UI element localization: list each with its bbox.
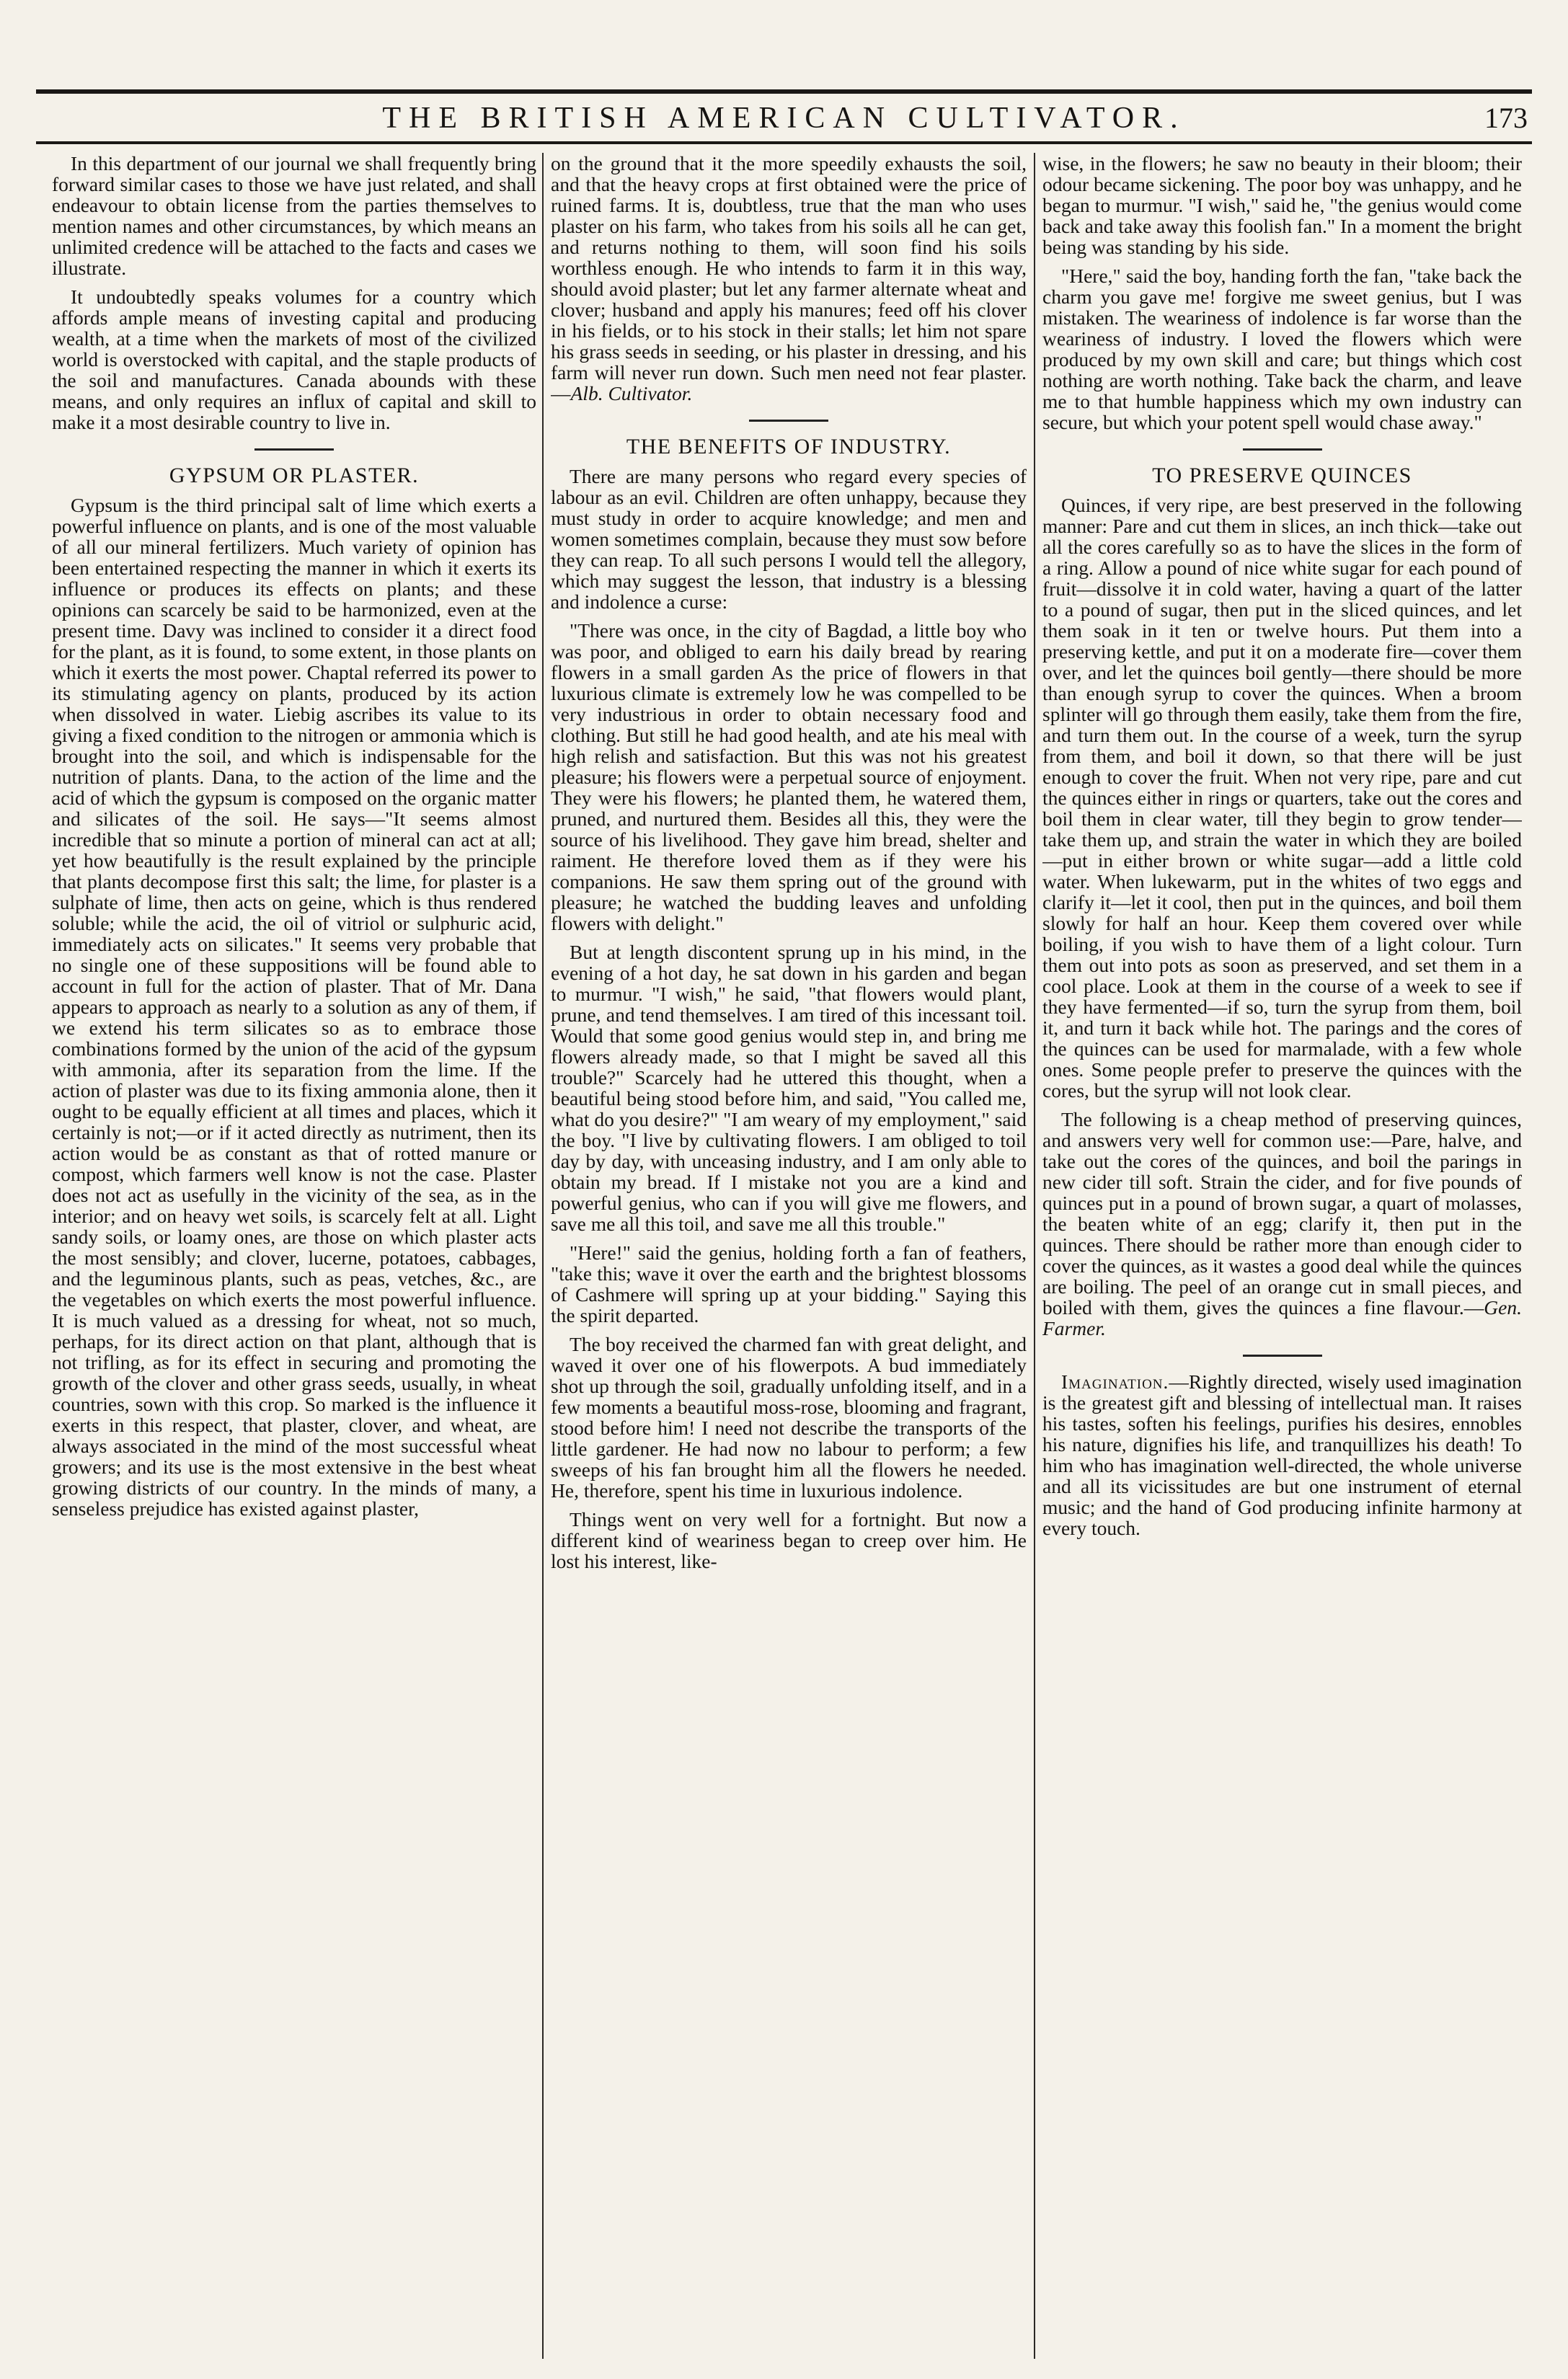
article-heading-quinces: TO PRESERVE QUINCES xyxy=(1152,464,1412,487)
paragraph xyxy=(1042,1109,1522,1339)
paragraph: Things went on very well for a fortnight. But now a different kind of weariness began to creep over him. He lost his interest, like- xyxy=(551,1508,1027,1572)
column-2 xyxy=(551,153,1027,2350)
article-heading-gypsum: GYPSUM OR PLASTER. xyxy=(169,464,420,487)
section-rule xyxy=(1243,1355,1322,1357)
paragraph: It undoubtedly speaks volumes for a country which affords ample means of investing capital and producing wealth, at a time when the markets of most of the civilized world is overstocked with capital, and the staple products of the soil and manufactures. Canada abounds with these means, and only requires an influx of capital and skill to make it a most desirable country to live in. xyxy=(52,285,536,433)
source-credit: Gen. Farmer. xyxy=(1042,1296,1522,1339)
column-divider xyxy=(1034,153,1035,2359)
section-rule xyxy=(254,448,334,451)
column-divider xyxy=(542,153,544,2359)
paragraph: "There was once, in the city of Bagdad, a little boy who was poor, and obliged to earn his daily bread by rearing flowers in a small garden As the price of flowers in that luxurious climate is extremely low he was compelled to be very industrious in order to obtain necessary food and clothing. But still he had good health, and ate his meal with high relish and satisfaction. But this was not his greatest pleasure; his flowers were a perpetual source of enjoyment. They were his flowers; he planted them, he watered them, pruned, and nurtured them. Besides all this, they were the source of his livelihood. They gave him bread, shelter and raiment. He therefore loved them as if they were his companions. He saw them spring out of the ground with pleasure; he watched the budding leaves and unfolding flowers with delight." xyxy=(551,619,1027,934)
page-number: 173 xyxy=(1484,102,1528,134)
source-credit: Alb. Cultivator. xyxy=(570,382,693,404)
paragraph: In this department of our journal we shall frequently bring forward similar cases to those we have just related, and shall endeavour to obtain license from the parties themselves to mention names and other circumstances, by which means an unlimited credence will be attached to the facts and cases we illustrate. xyxy=(52,153,536,279)
paragraph: Quinces, if very ripe, are best preserved in the following manner: Pare and cut them in slices, an inch thick—take out all the cores carefully so as to have the slices in the form of a ring. Allow a pound of nice white sugar for each pound of fruit—dissolve it in cold water, having a quart of the latter to a pound of sugar, then put in the sliced quinces, and let them soak in it ten or twelve hours. Put them into a preserving kettle, and put it on a moderate fire—cover them over, and let the quinces boil gently—there should be more than enough syrup to cover the quinces. When a broom splinter will go through them easily, take them from the fire, and turn them out. In the course of a week, turn the syrup from them, and boil it down, so that there will be just enough to cover the fruit. When not very ripe, pare and cut the quinces either in rings or quarters, take out the cores and boil them in clear water, till they begin to grow tender—take them up, and strain the water in which they are boiled—put in either brown or white sugar—add a little cold water. When lukewarm, put in the whites of two eggs and clarify it—let it cool, then put in the quinces, and boil them slowly for half an hour. Keep them covered over while boiling, if you wish to have them of a light colour. Turn them out into pots as soon as preserved, and set them in a cool place. Look at them in the course of a week to see if they have fermented—if so, turn the syrup from them, boil it, and turn it back while hot. The parings and the cores of the quinces can be used for marmalade, with a few whole ones. Some people prefer to preserve the quinces with the cores, but the syrup will not look clear. xyxy=(1042,494,1522,1102)
paragraph: The boy received the charmed fan with great delight, and waved it over one of his flowerpots. A bud immediately shot up through the soil, gradually unfolding itself, and in a few moments a beautiful moss-rose, blooming and fragrant, stood before him! I need not describe the transports of the little gardener. He had now no labour to perform; a few sweeps of his fan brought him all the flowers he needed. He, therefore, spent his time in luxurious indolence. xyxy=(551,1333,1027,1502)
column-3 xyxy=(1042,153,1522,2350)
paragraph: wise, in the flowers; he saw no beauty in their bloom; their odour became sickening. The poor boy was unhappy, and he began to murmur. "I wish," said he, "the genius would come back and take away this foolish fan." In a moment the bright being was standing by his side. xyxy=(1042,153,1522,258)
paragraph xyxy=(551,153,1027,404)
paragraph: Gypsum is the third principal salt of lime which exerts a powerful influence on plants, and is one of the most valuable of all our mineral fertilizers. Much variety of opinion has been entertained respecting the manner in which it exerts its influence or produces its effects on plants; and these opinions can scarcely be said to be harmonized, even at the present time. Davy was inclined to consider it a direct food for the plant, as it is found, to some extent, in those plants on which it exerts the most power. Chaptal referred its power to its stimulating agency on plants, produced by its action when dissolved in water. Liebig ascribes its value to its giving a fixed condition to the nitrogen or ammonia which is brought into the soil, and which is indispensable for the nutrition of plants. Dana, to the action of the lime and the acid of which the gypsum is composed on the organic matter and silicates of the soil. He says—"It seems almost incredible that so minute a portion of mineral can act at all; yet how beautifully is the result explained by the principle that plants decompose first this salt; the lime, for plaster is a sulphate of lime, then acts on geine, which is thus rendered soluble; while the acid, the oil of vitriol or sulphuric acid, immediately acts on silicates." It seems very probable that no single one of these suppositions will be found able to account in full for the action of plaster. That of Mr. Dana appears to approach as nearly to a solution as any of them, if we extend his term silicates so as to embrace those combinations formed by the union of the acid of the gypsum with ammonia, after its separation from the lime. If the action of plaster was due to its fixing ammonia alone, then it ought to be equally efficient at all times and places, which it certainly is not;—or if it acted directly as nutriment, then its action would be as constant as that of rotted manure or compost, which farmers well know is not the case. Plaster does not act as usefully in the vicinity of the sea, as in the interior; and on heavy wet soils, is scarcely felt at all. Light sandy soils, or loamy ones, are those on which plaster acts the most sensibly; and clover, lucerne, potatoes, cabbages, and the leguminous plants, such as peas, vetches, &c., are the vegetables on which exerts the most powerful influence. It is much valued as a dressing for wheat, not so much, perhaps, for its direct action on that plant, although that is not trifling, as for its effect in securing and promoting the growth of the clover and other grass seeds, usually, in wheat countries, sown with this crop. So marked is the influence it exerts in this respect, that plaster, clover, and wheat, are always associated in the mind of the most successful wheat growers; and its use is the most extensive in the best wheat growing districts of our country. In the minds of many, a senseless prejudice has existed against plaster, xyxy=(52,494,536,1520)
masthead-bottom-rule xyxy=(36,141,1532,144)
paragraph: "Here," said the boy, handing forth the fan, "take back the charm you gave me! forgive me sweet genius, but I was mistaken. The weariness of indolence is far worse than the weariness of industry. I loved the flowers which were produced by my own skill and care; but things which cost nothing are worth nothing. Take back the charm, and leave me to that humble happiness which my own industry can secure, but which your potent spell would chase away." xyxy=(1042,265,1522,433)
section-rule xyxy=(749,420,828,422)
article-heading-industry: THE BENEFITS OF INDUSTRY. xyxy=(626,435,952,458)
paragraph: "Here!" said the genius, holding forth a fan of feathers, "take this; wave it over the earth and the brightest blossoms of Cashmere will spring up at your bidding." Saying this the spirit departed. xyxy=(551,1241,1027,1326)
section-rule xyxy=(1243,448,1322,451)
paragraph-text: The following is a cheap method of preserving quinces, and answers very well for common use:—Pare, halve, and take out the cores of the quinces, and boil the parings in new cider till soft. Strain the cider, and for five pounds of quinces put in a pound of brown sugar, a quart of molasses, the beaten white of an egg; clarify it, then put in the quinces. There should be rather more than enough cider to cover the quinces, as it wastes a good deal while the quinces are boiling. The peel of an orange cut in small pieces, and boiled with them, gives the quinces a fine flavour.— xyxy=(1042,1108,1522,1319)
paragraph: There are many persons who regard every species of labour as an evil. Children are often unhappy, because they must study in order to acquire knowledge; and men and women sometimes complain, because they must sow before they can reap. To all such persons I would tell the allegory, which may suggest the lesson, that industry is a blessing and indolence a curse: xyxy=(551,465,1027,613)
paragraph-text: on the ground that it the more speedily exhausts the soil, and that the heavy crops at first obtained were the price of ruined farms. It is, doubtless, true that the man who uses plaster on his farm, who takes from his soils all he can get, and returns nothing to them, will soon find his soils worthless enough. He who intends to farm it in this way, should avoid plaster; but let any farmer alternate wheat and clover; husband and apply his manures; feed off his clover in his fields, or to his stock in their stalls; let him not spare his grass seeds in seeding, or his plaster in dressing, and his farm will never run down. Such men need not fear plaster.— xyxy=(551,153,1027,404)
masthead-top-rule xyxy=(36,89,1532,94)
paragraph-text: —Rightly directed, wisely used imagination is the greatest gift and blessing of intellectual man. It raises his tastes, soften his feelings, purifies his desires, ennobles his nature, dignifies his life, and tranquillizes his death! To him who has imagination well-directed, the whole universe and all its vicissitudes are but one instrument of eternal music; and the hand of God producing infinite harmony at every touch. xyxy=(1042,1370,1522,1539)
run-in-heading: Imagination. xyxy=(1061,1370,1169,1393)
masthead xyxy=(36,89,1532,147)
paragraph xyxy=(1042,1371,1522,1538)
journal-title: THE BRITISH AMERICAN CULTIVATOR. xyxy=(382,102,1186,135)
paragraph: But at length discontent sprung up in his mind, in the evening of a hot day, he sat down in his garden and began to murmur. "I wish," he said, "that flowers would plant, prune, and tend themselves. I am tired of this incessant toil. Would that some good genius would step in, and bring me flowers already made, so that I might be saved all this trouble?" Scarcely had he uttered this thought, when a beautiful being stood before him, and said, "You called me, what do you desire?" "I am weary of my employment," said the boy. "I live by cultivating flowers. I am obliged to toil day by day, with unceasing industry, and I am only able to obtain my bread. If I mistake not you are a kind and powerful genius, who can if you will give me flowers, and save me all this toil, and save me all this trouble." xyxy=(551,941,1027,1235)
column-1 xyxy=(52,153,536,2350)
